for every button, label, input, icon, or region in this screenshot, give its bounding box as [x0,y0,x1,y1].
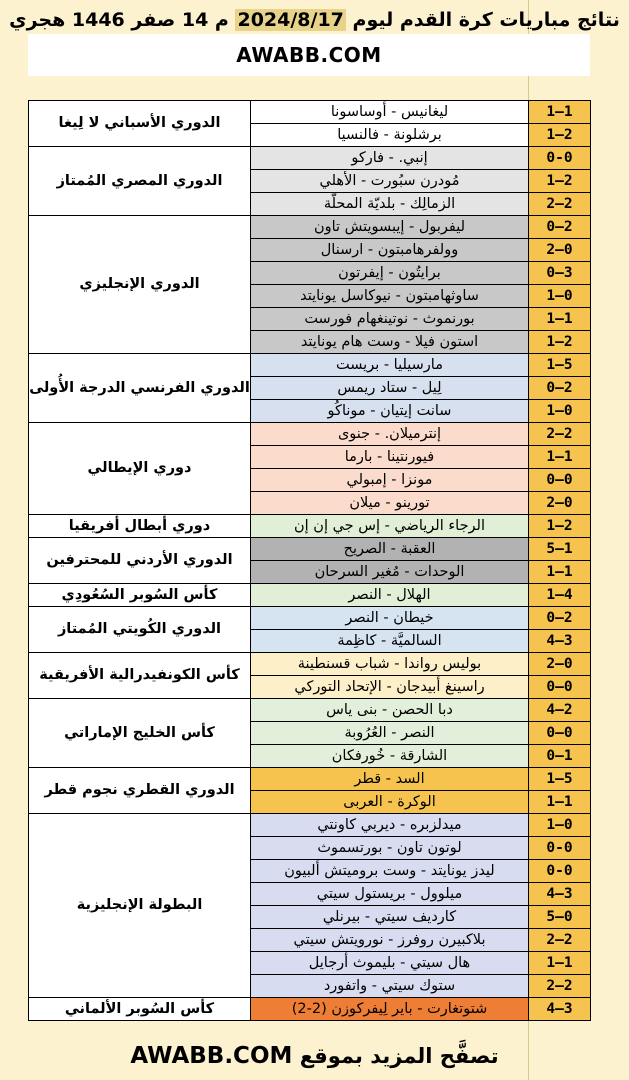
league-name: البطولة الإنجليزية [29,814,251,998]
footer-text: تصفَّح المزيد بموقع [299,1044,499,1068]
match-score: 1–0 [529,814,591,837]
match-teams: دبا الحصن - بنى ياس [251,699,529,722]
league-name: كأس السُوبر الألماني [29,998,251,1021]
match-teams: العقبة - الصريح [251,538,529,561]
match-row [29,101,591,124]
match-score: 2–0 [529,653,591,676]
match-teams: استون فيلا - وست هام يونايتد [251,331,529,354]
match-row [29,147,591,170]
match-row [29,607,591,630]
title-date: 2024/8/17 [237,9,344,31]
league-name: دوري أبطال أفريقيا [29,515,251,538]
match-score: 4–3 [529,630,591,653]
match-teams: هال سيتي - بليموث أرجايل [251,952,529,975]
match-row [29,653,591,676]
match-score: 4–2 [529,699,591,722]
match-teams: السد - قطر [251,768,529,791]
match-score: 1–1 [529,952,591,975]
league-name: الدوري المصري المُمتاز [29,147,251,216]
match-score: 1–2 [529,331,591,354]
match-row [29,515,591,538]
site-banner[interactable]: AWABB.COM [28,34,590,76]
match-score: 0–2 [529,216,591,239]
league-name: الدوري الأردني للمحترفين [29,538,251,584]
league-name: دوري الإيطالي [29,423,251,515]
match-teams: لِيل - ستاد ريمس [251,377,529,400]
match-teams: السالميَّة - كاظِمة [251,630,529,653]
match-row [29,998,591,1021]
match-teams: ليدز يونايتد - وست بروميتش ألبيون [251,860,529,883]
match-score: 2–2 [529,975,591,998]
match-score: 1–4 [529,584,591,607]
match-teams: الشارقة - خُورفكان [251,745,529,768]
match-teams: خيطان - النصر [251,607,529,630]
match-teams: إنبي. - فاركو [251,147,529,170]
match-score: 5–0 [529,906,591,929]
match-teams: لوتون تاون - بورتسموث [251,837,529,860]
match-score: 1–1 [529,308,591,331]
match-score: 1–0 [529,400,591,423]
match-row [29,584,591,607]
match-teams: كارديف سيتي - بيرنلي [251,906,529,929]
match-score: 0–2 [529,607,591,630]
match-score: 1–2 [529,124,591,147]
match-score: 2–0 [529,239,591,262]
match-score: 1–2 [529,515,591,538]
league-name: الدوري الأسباني لا لِيغا [29,101,251,147]
match-score: 2–0 [529,492,591,515]
match-score: 0–0 [529,469,591,492]
league-name: كأس الكونفيدرالية الأفريقية [29,653,251,699]
match-row [29,538,591,561]
match-row [29,768,591,791]
title-end: م 14 صفر 1446 هجري [9,9,229,31]
match-score: 1–1 [529,446,591,469]
match-teams: الزمالِك - بلديّة المحلّة [251,193,529,216]
match-score: 0-0 [529,147,591,170]
match-teams: سانت إيتيان - موناكُو [251,400,529,423]
match-score: 0-0 [529,837,591,860]
match-teams: ساوثهامبتون - نيوكاسل يونايتد [251,285,529,308]
match-row [29,814,591,837]
match-teams: بورنموث - نوتينغهام فورست [251,308,529,331]
match-score: 1–5 [529,354,591,377]
league-name: الدوري القطري نجوم قطر [29,768,251,814]
match-teams: بوليس رواندا - شباب قسنطينة [251,653,529,676]
match-teams: برايتُون - إيفرتون [251,262,529,285]
match-teams: بلاكبيرن روفرز - نورويتش سيتي [251,929,529,952]
match-teams: ستوك سيتي - واتفورد [251,975,529,998]
match-row [29,354,591,377]
match-row [29,216,591,239]
footer-site-link[interactable]: AWABB.COM [130,1043,293,1069]
match-teams: ليفربول - إيبسويتش تاون [251,216,529,239]
league-name: كأس الخليج الإماراتي [29,699,251,768]
league-name: كأس السُوبر السُعُودِي [29,584,251,607]
match-teams: الوحدات - مُغير السرحان [251,561,529,584]
match-score: 2–2 [529,929,591,952]
match-score: 0–2 [529,377,591,400]
match-teams: إنترميلان. - جنوى [251,423,529,446]
match-teams: الهلال - النصر [251,584,529,607]
match-row [29,423,591,446]
results-body [29,101,591,1021]
match-row [29,699,591,722]
match-score: 1–1 [529,791,591,814]
match-teams: مارسيليا - بريست [251,354,529,377]
match-score: 0–3 [529,262,591,285]
match-score: 1–0 [529,285,591,308]
match-score: 0–0 [529,722,591,745]
league-name: الدوري الفرنسي الدرجة الأُولى [29,354,251,423]
match-teams: شتوتغارت - باير لِيفركوزن (2-2) [251,998,529,1021]
match-score: 1–1 [529,101,591,124]
match-teams: الرجاء الرياضي - إس جي إن إن [251,515,529,538]
match-score: 2–2 [529,423,591,446]
match-score: 1–5 [529,768,591,791]
match-score: 2–2 [529,193,591,216]
match-teams: النصر - العُرُوبة [251,722,529,745]
match-teams: تورينو - ميلان [251,492,529,515]
match-teams: ميلوول - بريستول سيتي [251,883,529,906]
match-score: 0-0 [529,860,591,883]
match-teams: ليغانيس - أوساسونا [251,101,529,124]
match-teams: برشلونة - فالنسيا [251,124,529,147]
match-score: 0–0 [529,676,591,699]
match-teams: الوكرة - العربى [251,791,529,814]
match-teams: مونزا - إمبولي [251,469,529,492]
match-score: 4–3 [529,998,591,1021]
footer [0,1036,629,1076]
match-teams: مُودرن سبُورت - الأهلي [251,170,529,193]
league-name: الدوري الإنجليزي [29,216,251,354]
match-teams: راسينغ أبيدجان - الإتحاد التوركي [251,676,529,699]
page-title [0,6,629,34]
results-table [28,100,591,1021]
match-teams: وولفرهامبتون - ارسنال [251,239,529,262]
match-teams: ميدلزبره - ديربي كاونتي [251,814,529,837]
match-teams: فيورنتينا - بارما [251,446,529,469]
match-score: 4–3 [529,883,591,906]
match-score: 0–1 [529,745,591,768]
match-score: 1–1 [529,561,591,584]
match-score: 1–2 [529,170,591,193]
title-start: نتائج مباريات كرة القدم ليوم [352,9,620,31]
match-score: 5–1 [529,538,591,561]
league-name: الدوري الكُويتي المُمتاز [29,607,251,653]
